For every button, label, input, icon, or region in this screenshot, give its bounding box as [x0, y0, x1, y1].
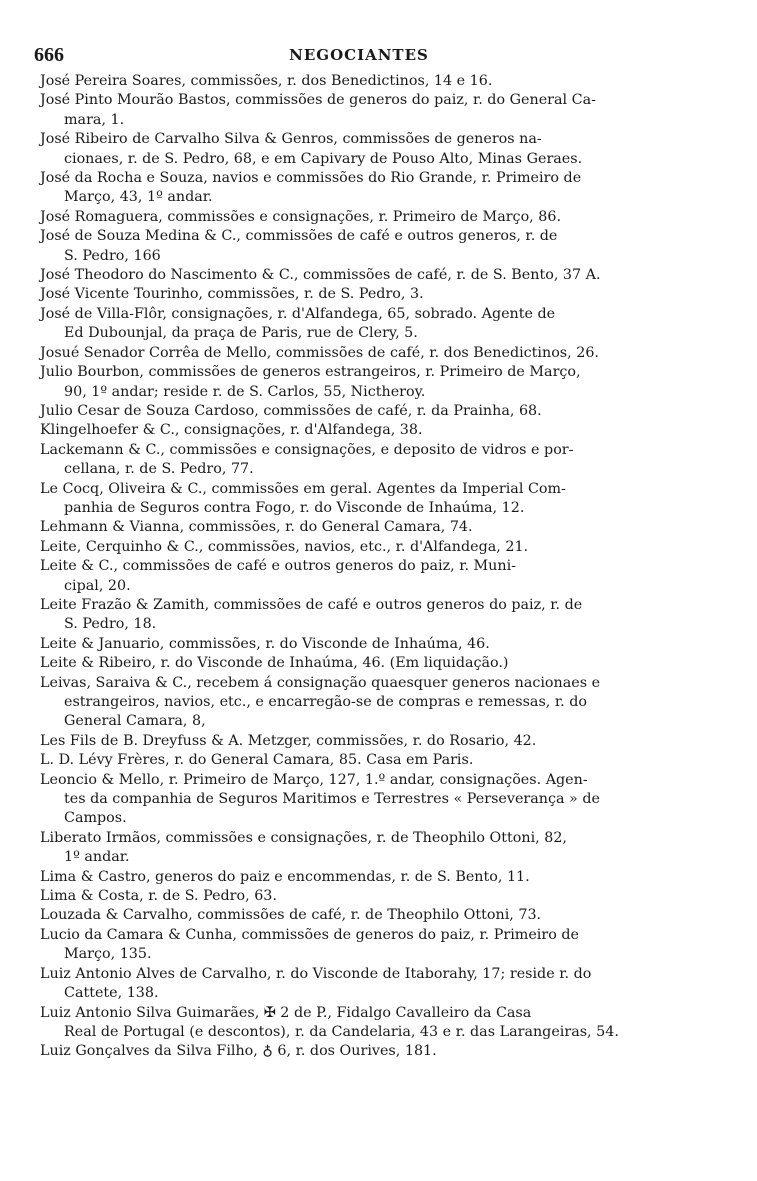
entry-line: Leite, Cerquinho & C., commissões, navios, etc., r. d'Alfandega, 21. — [40, 538, 529, 555]
entry-line: Luiz Antonio Silva Guimarães, ✠ 2 de P., Fidalgo Cavalleiro da Casa — [40, 1004, 532, 1021]
entry-line: Leite & Ribeiro, r. do Visconde de Inhaúma, 46. (Em liquidação.) — [40, 655, 509, 672]
entry-line: mara, 1. — [64, 111, 125, 128]
directory-entry — [40, 402, 688, 421]
entry-line: Cattete, 138. — [64, 985, 159, 1002]
entry-line: Leite & C., commissões de café e outros generos do paiz, r. Muni- — [40, 558, 516, 575]
directory-entry — [40, 1004, 688, 1043]
directory-entry — [40, 732, 688, 751]
directory-entry — [40, 266, 688, 285]
entry-line: Leivas, Saraiva & C., recebem á consignação quaesquer generos nacionaes e — [40, 674, 601, 691]
entry-line: José de Souza Medina & C., commissões de café e outros generos, r. de — [40, 228, 558, 245]
directory-entry — [40, 557, 688, 596]
directory-entry — [40, 751, 688, 770]
entry-line: 90, 1º andar; reside r. de S. Carlos, 55, Nictheroy. — [64, 383, 426, 400]
directory-entry — [40, 635, 688, 654]
entry-line: Lima & Castro, generos do paiz e encommendas, r. de S. Bento, 11. — [40, 868, 530, 885]
entry-line: cellana, r. de S. Pedro, 77. — [64, 461, 254, 478]
directory-entry — [40, 72, 688, 91]
directory-entry — [40, 518, 688, 537]
entry-line: panhia de Seguros contra Fogo, r. do Visconde de Inhaúma, 12. — [64, 499, 525, 516]
directory-entry — [40, 344, 688, 363]
entry-line: Real de Portugal (e descontos), r. da Candelaria, 43 e r. das Larangeiras, 54. — [64, 1023, 619, 1040]
directory-entry — [40, 441, 688, 480]
entry-line: Março, 43, 1º andar. — [64, 189, 213, 206]
directory-entry — [40, 654, 688, 673]
entry-line: General Camara, 8, — [64, 713, 206, 730]
directory-entry — [40, 1042, 688, 1061]
entry-line: tes da companhia de Seguros Maritimos e Terrestres « Perseverança » de — [64, 791, 600, 808]
directory-entry — [40, 305, 688, 344]
directory-entry — [40, 674, 688, 732]
directory-entry — [40, 965, 688, 1004]
page-number: 666 — [34, 44, 64, 66]
entry-line: cipal, 20. — [64, 577, 131, 594]
entry-line: Julio Bourbon, commissões de generos estrangeiros, r. Primeiro de Março, — [40, 364, 581, 381]
entry-line: Klingelhoefer & C., consignações, r. d'Alfandega, 38. — [40, 422, 423, 439]
directory-entry — [40, 906, 688, 925]
entry-line: José Theodoro do Nascimento & C., commissões de café, r. de S. Bento, 37 A. — [40, 267, 601, 284]
directory-entry — [40, 169, 688, 208]
entry-line: Liberato Irmãos, commissões e consignações, r. de Theophilo Ottoni, 82, — [40, 829, 567, 846]
entry-line: José Romaguera, commissões e consignações, r. Primeiro de Março, 86. — [40, 208, 561, 225]
entry-line: S. Pedro, 166 — [64, 247, 161, 264]
page-header — [34, 44, 684, 66]
entry-line: Lima & Costa, r. de S. Pedro, 63. — [40, 888, 277, 905]
entry-line: José Ribeiro de Carvalho Silva & Genros, commissões de generos na- — [40, 131, 542, 148]
entry-line: Le Cocq, Oliveira & C., commissões em geral. Agentes da Imperial Com- — [40, 480, 566, 497]
running-head: NEGOCIANTES — [289, 46, 429, 64]
entry-line: Leoncio & Mello, r. Primeiro de Março, 127, 1.º andar, consignações. Agen- — [40, 771, 588, 788]
entry-line: Março, 135. — [64, 946, 152, 963]
directory-entries — [40, 72, 688, 1062]
directory-entry — [40, 868, 688, 887]
entry-line: cionaes, r. de S. Pedro, 68, e em Capivary de Pouso Alto, Minas Geraes. — [64, 150, 583, 167]
entry-line: estrangeiros, navios, etc., e encarregão-se de compras e remessas, r. do — [64, 694, 587, 710]
directory-entry — [40, 538, 688, 557]
entry-line: José de Villa-Flôr, consignações, r. d'Alfandega, 65, sobrado. Agente de — [40, 305, 556, 322]
entry-line: José Pinto Mourão Bastos, commissões de generos do paiz, r. do General Ca- — [40, 92, 596, 109]
directory-entry — [40, 596, 688, 635]
entry-line: José Vicente Tourinho, commissões, r. de S. Pedro, 3. — [40, 286, 424, 303]
entry-line: Louzada & Carvalho, commissões de café, r. de Theophilo Ottoni, 73. — [40, 907, 542, 924]
entry-line: Leite Frazão & Zamith, commissões de café e outros generos do paiz, r. de — [40, 596, 583, 613]
directory-entry — [40, 363, 688, 402]
entry-line: L. D. Lévy Frères, r. do General Camara, 85. Casa em Paris. — [40, 752, 474, 769]
entry-line: Julio Cesar de Souza Cardoso, commissões de café, r. da Prainha, 68. — [40, 402, 542, 419]
entry-line: Luiz Gonçalves da Silva Filho, ♁ 6, r. dos Ourives, 181. — [40, 1043, 437, 1060]
directory-entry — [40, 771, 688, 829]
entry-line: José Pereira Soares, commissões, r. dos Benedictinos, 14 e 16. — [40, 73, 493, 89]
entry-line: Ed Dubounjal, da praça de Paris, rue de Clery, 5. — [64, 325, 418, 342]
entry-line: 1º andar. — [64, 849, 130, 866]
entry-line: Leite & Januario, commissões, r. do Visconde de Inhaúma, 46. — [40, 635, 490, 652]
entry-line: Lackemann & C., commissões e consignações, e deposito de vidros e por- — [40, 441, 574, 458]
entry-line: Luiz Antonio Alves de Carvalho, r. do Visconde de Itaborahy, 17; reside r. do — [40, 965, 592, 982]
directory-entry — [40, 285, 688, 304]
entry-line: José da Rocha e Souza, navios e commissões do Rio Grande, r. Primeiro de — [40, 170, 582, 187]
directory-entry — [40, 130, 688, 169]
directory-entry — [40, 421, 688, 440]
entry-line: Campos. — [64, 810, 127, 827]
directory-entry — [40, 208, 688, 227]
directory-entry — [40, 926, 688, 965]
directory-entry — [40, 227, 688, 266]
directory-entry — [40, 480, 688, 519]
entry-line: Josué Senador Corrêa de Mello, commissões de café, r. dos Benedictinos, 26. — [40, 344, 599, 361]
entry-line: Les Fils de B. Dreyfuss & A. Metzger, commissões, r. do Rosario, 42. — [40, 732, 537, 749]
entry-line: Lehmann & Vianna, commissões, r. do General Camara, 74. — [40, 519, 473, 536]
directory-entry — [40, 829, 688, 868]
entry-line: Lucio da Camara & Cunha, commissões de generos do paiz, r. Primeiro de — [40, 926, 579, 943]
entry-line: S. Pedro, 18. — [64, 616, 157, 633]
directory-entry — [40, 91, 688, 130]
directory-entry — [40, 887, 688, 906]
